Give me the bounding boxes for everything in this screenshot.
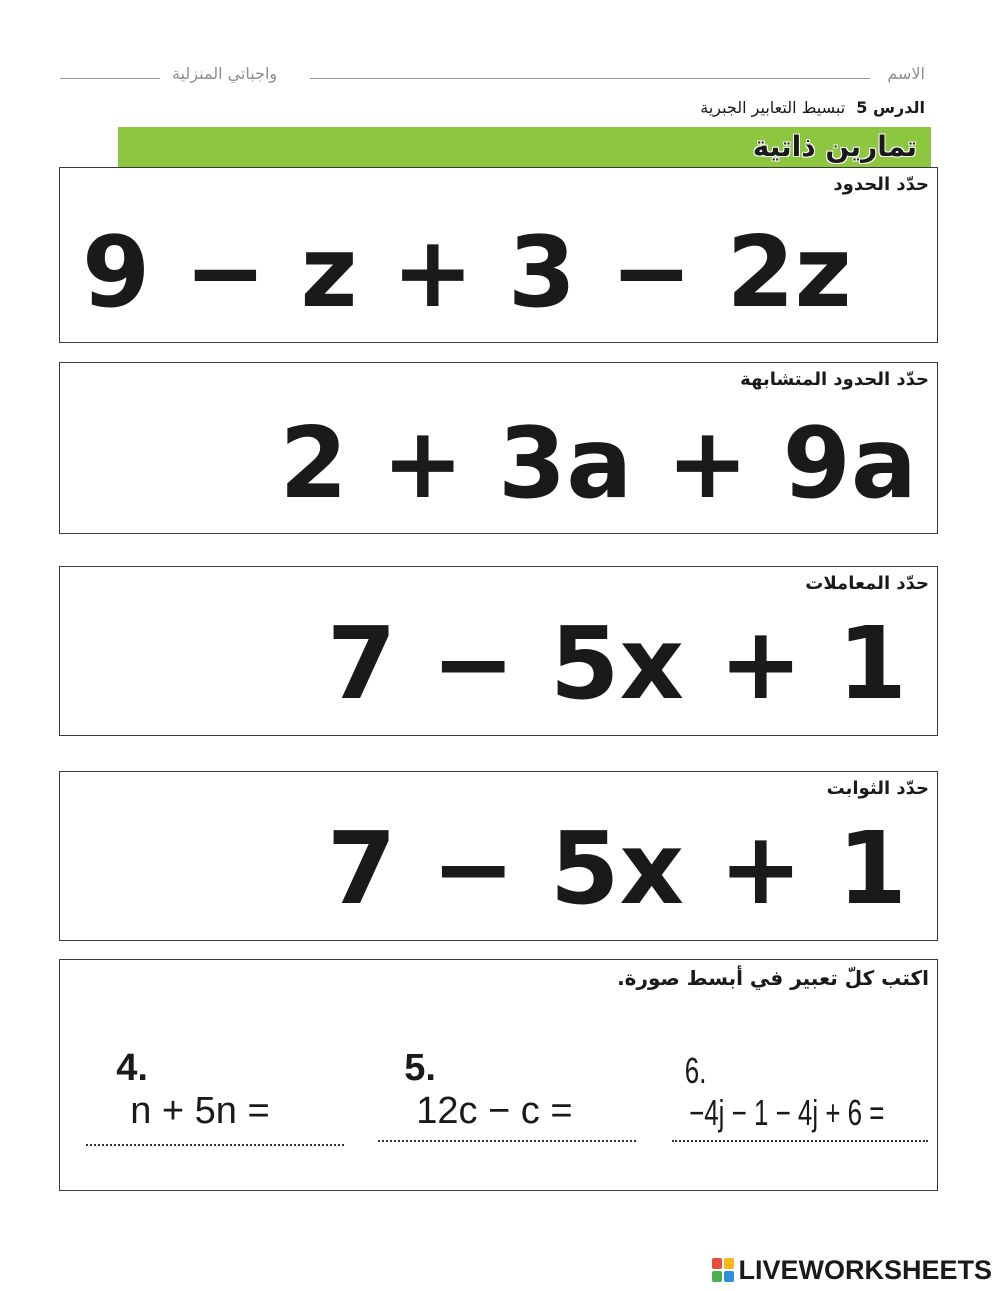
section-identify-like-terms — [59, 362, 938, 534]
section-identify-terms — [59, 167, 938, 343]
section-instruction: حدّد الثوابت — [826, 778, 929, 799]
lesson-label: الدرس 5 — [856, 98, 925, 117]
name-line — [310, 78, 870, 79]
banner-title: تمارين ذاتية — [752, 130, 917, 163]
homework-label: واجباتي المنزلية — [172, 64, 278, 83]
lesson-heading — [700, 98, 925, 117]
section-simplify — [59, 959, 938, 1191]
answer-line-6[interactable] — [672, 1140, 928, 1142]
exercise-number: 6. — [684, 1050, 707, 1091]
algebraic-expression: 9 − z + 3 − 2z — [82, 216, 852, 330]
logo-text: LIVEWORKSHEETS — [738, 1254, 992, 1285]
algebraic-expression: 7 − 5x + 1 — [326, 605, 907, 722]
section-instruction: حدّد الحدود — [833, 174, 929, 195]
exercise-expression: −4j − 1 − 4j + 6 = — [689, 1092, 885, 1133]
exercise-number: 4. — [116, 1047, 148, 1089]
section-instruction: اكتب كلّ تعبير في أبسط صورة. — [617, 966, 929, 990]
answer-line-4[interactable] — [86, 1144, 344, 1146]
lesson-title: تبسيط التعابير الجبرية — [700, 98, 846, 117]
exercise-6 — [656, 1008, 884, 1176]
answer-line-5[interactable] — [378, 1140, 636, 1142]
exercise-number: 5. — [404, 1047, 436, 1089]
section-instruction: حدّد الحدود المتشابهة — [740, 369, 929, 390]
homework-line — [60, 78, 160, 79]
logo-icon — [712, 1258, 734, 1282]
exercise-5 — [362, 1004, 573, 1176]
section-instruction: حدّد المعاملات — [805, 573, 929, 594]
exercise-4 — [74, 1004, 270, 1176]
algebraic-expression: 2 + 3a + 9a — [279, 407, 917, 521]
section-identify-coefficients — [59, 566, 938, 736]
section-identify-constants — [59, 771, 938, 941]
liveworksheets-logo — [712, 1255, 992, 1285]
exercise-expression: 12c − c = — [416, 1090, 573, 1132]
name-label: الاسم — [887, 64, 925, 83]
algebraic-expression: 7 − 5x + 1 — [326, 810, 907, 927]
self-exercises-banner — [118, 127, 931, 167]
exercise-expression: n + 5n = — [130, 1090, 270, 1132]
